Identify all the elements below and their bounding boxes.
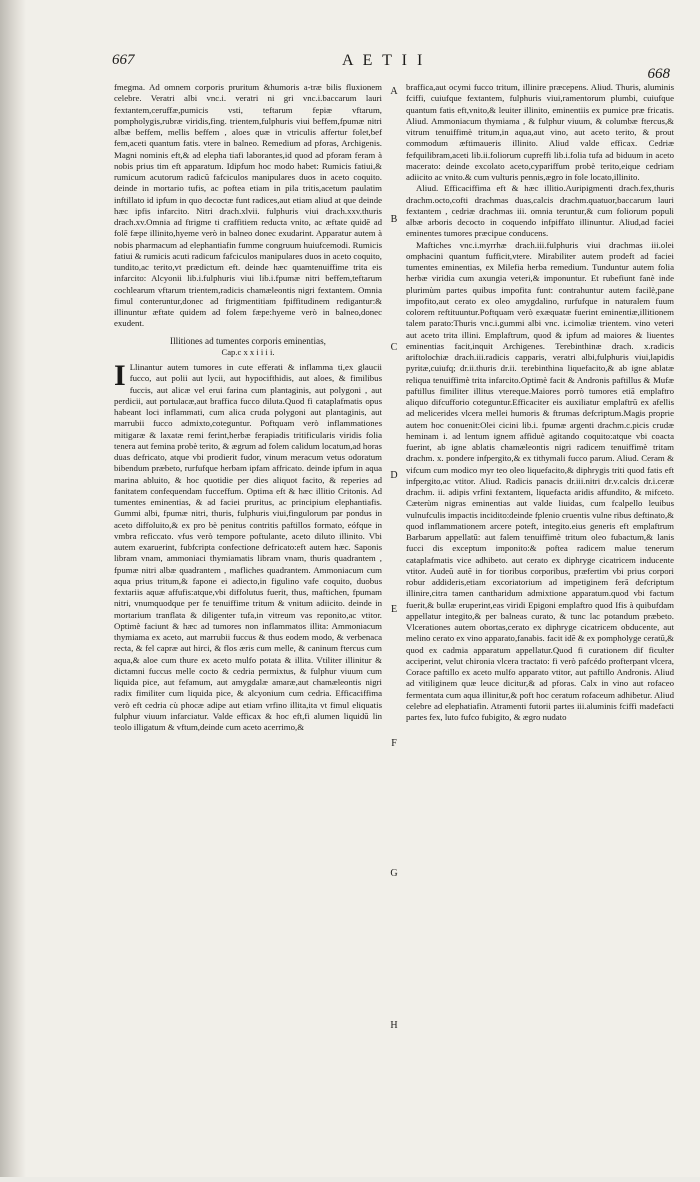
margin-letter: H (390, 1020, 398, 1031)
chapter-heading: Illitiones ad tumentes corporis eminentias, (170, 335, 326, 346)
page-header (110, 52, 670, 82)
running-title: A E T I I (342, 52, 426, 69)
margin-letter: F (391, 738, 397, 749)
margin-letters (386, 82, 402, 1182)
page-number-right: 668 (647, 66, 670, 82)
margin-letter: G (390, 868, 398, 879)
paragraph: fmegma. Ad omnem corporis pruritum &humoris a-træ bilis fluxionem celebre. Veratri albi vnc.i. veratri ni gri vnc.i.baccarum lauri fextantem,ceruffæ,pumicis vsti, teftarum fepiæ vftarum, pompholygis,rubræ viridis,fing. trientem,fulphuris viui beffem,fpumæ nitri albæ beffem, mellis beffem , aloes quæ in vtriculis affertur folet,bef fem,aceti quantum fatis. vtere in balneo. Remedium ad pforas, Archigenis. Magni nominis eft,& ad elepha tiafi laborantes,id quod ad pforam feram à nobis prius tim eft apparatum. Idipfum hoc modo habet: Rumicis fatiui,& rumicum acutorum radicũ fafciculos manipulares duos in aceto coquito. deinde in mortario tufis, ac poftea etiam in pila tritis,acetum paulatim inftillato id ipfum in quo decoctæ funt radices,aut etiam aliud at que deinde hæc ipfis infarcito. Nitri drach.xlvii. fulphuris viui drach.xxv.thuris drach.xv.Omnia ad ftrigme ti craffitiem reducta vnito, ac æftate quidē ad folē fæpe illinito,hyeme verò in balneo donec exudarint. Apparatur autem à nobis pharmacum ad elephantiafin fumme congruum huiufcemodi. Rumicis fatiui & rumicis acuti radicum fafciculos manipulares duos in aceto coquito, tundito,ac terito,vt prædictum eft. deinde hæc quamtenuiffime trita eis infarcito: Alcyonii lib.i.fulphuris viui lib.i.fpumæ nitri beffem,teftarum cochlearum vftarum trientem,radicis chamæleontis nigri fextantem. Omnia fimul conteruntur,donec ad ftrigmentitiam fpiffitudinem redigantur:& illinuntur æftate quidem ad folem fæpe:hyeme verò in balneo,donec exudent. (114, 82, 382, 329)
paragraph: Aliud. Efficaciffima eft & hæc illitio.Auripigmenti drach.fex,thuris drachm.octo,cofti drachmas duas,calcis drachm.quatuor,baccarum lauri fextantem , cedriæ drachmas iii. omnia teruntur,& cum foliorum populi albæ arboris decocto in coquendo infpiffato illinuntur. Aliud,ad faciei eminentes tumores præcipue conducens. (406, 183, 674, 239)
paragraph: Maftiches vnc.i.myrrhæ drach.iii.fulphuris viui drachmas iii.olei omphacini quantum fufficit,vtere. Mirabiliter autem prodeft ad faciei tumentes eminentias, ex Milefia herba remedium. Tunduntur autem folia herbæ viridia cum axungia veteri,& imponuntur. Et rubefiunt fanè inde plurimùm partes quibus impofita funt: contrahuntur autem facilè,pane impofito,aut cerato ex oleo amygdalino, rurfufque in naturalem fuum colorem reftituuntur.Poftquam verò exæquatæ fuerint eminentiæ,illitionem talem parato:Thuris vnc.i.gummi albi vnc. i.cimoliæ trientem. vino veteri aut aceto trita illini. Emplaftrum, quod & ipfum ad maiores & liuentes eminentias facit,inquit Archigenes. Terebinthinæ drach. x.radicis ariftolochiæ drach.iii.radicis capparis, veratri albi,fulphuris viui,lapidis pyritæ,cuiufq; dr.ii.thuris dr.ii. terebinthina liquefacito,& ab igne ablatæ reliqua tenuiffimè trita infarcito.Optimè facit & Andronis paftillus & Mufæ paftillus fimiliter illitus vtereque.Maiores porrò tumores etiā emplaftro aliquo difcufforio coteguntur.Efficaciter eis auxiliatur emplaftrū ex afellis ad melicerides vlcera mellei humoris & ftrumas defcriptum.Magis proprie autem hoc conuenit:Olei cicini lib.i. fpumæ argenti drachm.c.picis crudæ heminam i. ad lentum ignem affiduè agitando coquito:atque vbi coacta fuerint, ab igne ablatis chamæleontis nigri radicem tenuiffimè tritam drachm. x. pondere infpergito,& ex tithymali fucco parum. Aliud. Ceram & vifcum cum modico myr teo oleo liquefacito,& diphrygis triti quod fatis eft infpergito,ac vtitor. Aliud. Radicis panacis dr.iii.nitri dr.v.calcis dr.i.ceræ drachm. ii. adipis vrfini fextantem, liquefacta aridis affundito, & mifceto. Cæterùm nigras eminentias aut valde liuidas, cum fcalpello leuibus vulnufculis impactis incidito:deinde fplenio cruentis vulne ribus deftinato,& quod inflammationem arcere poteft, integito.eius generis eft emplaftrum Barbarum appellatū: aut falem tenuiffimè tritum oleo fubactum,& lanis fucci dis exceptum imponito:& poftea radicem malue tenerum cataplafmatis vice adhibeto. aut cerato ex diphryge cicatricem inducente vtitor. Audeŭ autē in for tioribus corporibus, præfertim vbi prius corpori robur addideris,etiam excoriatorium ad impetiginem ferā defcriptum illinire,citra tamen cantharidum admixtione apparatum.quod vbi factum fuerit,& bullæ eruperint,eas viridi Epigoni emplaftro quod Ifis à quibufdam appellatur integito,& per balneas curato, & tunc lac potandum præbeto. Vlcerationes autem obortas,cerato ex diphryge cicatricem obducente, aut melino cerato ex vino apparato,fanabis. facit idē & ex pompholyge ceratū,& quod ex cadmia apparatum appellatur.Quod fi curationem dif ficulter acciperint, velut chironia vlcera tractato: fi verò pafcédo profterpant vlcera, Corace paftillo ex aceto mulfo apparato vtitor, aut paftillo Andronis. Aliud ad vitiliginem quæ leuce dicitur,& ad pforas. Calx in vino aut rofaceo fermentata cum aqua illinitur,& poft hoc ceratum rofaceum adhibetur. Aliud celebre ad elephatiafin. Atramenti futorii partes iii.aluminis fciffi madefacti partes fex, luto fufco fubigito, & ægro nudato (406, 239, 674, 722)
paragraph: braffica,aut ocymi fucco tritum, illinire præcepens. Aliud. Thuris, aluminis fciffi, cuiufque fextantem, fulphuris viui,ramentorum plumbi, cuiufque quantum fatis eft,vnito,& leuiter illinito, eminentiis ex pumice præ fricatis. Aliud. Ammoniacum thymiama , & fulphur viuum, & columbæ ftercus,& vitrum tenuiffimè tritum,in aqua,aut vino, aut aceto terito, & prout commodum æftimaueris illinito. Aliud valde efficax. Cedriæ fefquilibram,aceti lib.ii.foliorum cupreffi lib.i.folia tufa ad biduum in aceto macerato: deinde excolato aceto,cypariffum probè terito,eique cedriam adiicito ac vnito.& cum vulturis pennis,ægro in fole locato,illinito. (406, 82, 674, 182)
right-column (406, 82, 674, 723)
margin-letter: A (390, 86, 398, 97)
paragraph (114, 359, 382, 733)
margin-letter: B (390, 214, 398, 225)
drop-cap: I (114, 359, 126, 392)
page-number-left: 667 (112, 52, 135, 68)
gutter-shadow (0, 0, 26, 1177)
left-column (114, 82, 382, 733)
margin-letter: D (390, 470, 398, 481)
margin-letter: E (390, 604, 398, 615)
paragraph-text: Llinantur autem tumores in cute efferati & inflamma ti,ex glaucii fucco, aut polii aut lycii, aut hypocifthidis, aut aloes, & fimilibus fuccis, aut alicæ vel erui farina cum plantaginis, aut polygoni , aut perdicii, aut portulacæ,aut braffica fucco diluta.Quod fi cataplafmatis opus habeant loci inflammati, cum alica cruda polygoni aut plantaginis, aut marrubii fucco admixto,coteguntur. Poftquam verò inflammationes mitigaræ & laxatæ remi ferint,herbæ ferapiadis tritificularis viridis folia tenera aut femina probè terito, & ægrum ad folem calidum locatum,ad horas duas defricato, atque vbi prodierit fudor, vinum meracum vetus odoratum bibendum præbeto, rurfufque herbam ipfam affricato. deinde ipfum in aqua marina abluito, & hoc quotidie per dies aliquot facito, & reperies ad fanitatem confequendam fucceffum. Optima eft & hæc illitio Critonis. Ad tumentes eminentias, & ad faciei pruritus, ac principium elephantiafis. Gummi albi, fpumæ nitri, thuris, fulphuris viui,fingulorum par pondus in aceto diffoluito,& ex pro bè penitus contritis paftillos formato, eófque in vmbra reficcato. vfus verò tempore poftulante, aceto diluto illinito. Vbi autem exaruerint, fubfcripta confectione defricato:eft autem hæc. Saponis libram vnam, ammoniaci thymiamatis libram vnam, thuris quadrantem , fpumæ nitri albæ quadrantem , mafliches quadrantem. Ammoniacum cum aqua prius tritum,& fapone ei adiecto,in figulino vafe coquito, duobus fextariis aquæ affufis:atque,vbi diffolutus fuerit, thus, maftichen, fpumam nitri, vnumquodque per fe tenuiffime tritum & vnitum adiicito. deinde in mortarium tranflata & diligenter tufa,in vitreum vas reponito,ac vtitor. Optimè faciunt & hæc ad tumores non inflammatos illita: Ammoniacum thymiama ex aceto, aut marrubii fuccus & thus eodem modo, & verbenaca recta, & fel capræ aut hirci, & flos æris cum melle, & caninum ftercus cum aqua,& aloe cum thure ex aceto mulfo potata & illita. Vtiliter illinitur & dictamni fuccus melle cocto & cedria permixtus, & fulphur viuum cum liquida pice, aut fefamum, aut amygdalæ amaræ,aut chamæleontis nigri radix fimiliter cum liquida pice, & alcyonium cum cedria. Efficaciffima verò eft cedria cù phocæ adipe aut etiam vrfino illita,ita vt fimul eliquatis fulphur viuum infarciatur. Valde efficax & hoc eft,fi alumen liquidū lin teolo illigatum & vftum,deinde cum aceto acerrimo,& (114, 362, 382, 732)
chapter-number: Cap.c x x i i i i. (221, 346, 275, 357)
margin-letter: C (390, 342, 398, 353)
